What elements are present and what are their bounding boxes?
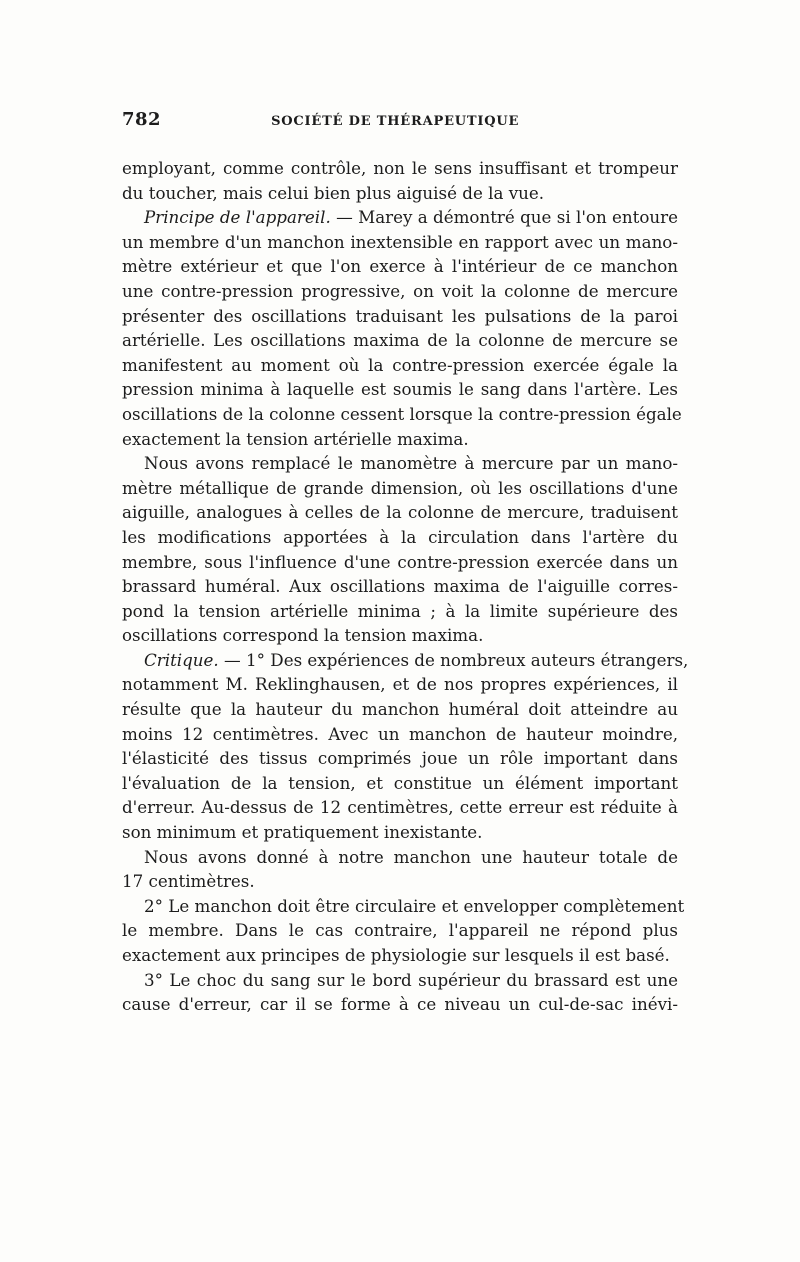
page-number: 782 bbox=[122, 109, 162, 130]
line-text: artérielle. Les oscillations maxima de la colonne de mercure se bbox=[122, 330, 678, 351]
line-text: mètre extérieur et que l'on exerce à l'intérieur de ce manchon bbox=[122, 256, 678, 277]
line-text: du toucher, mais celui bien plus aiguisé de la vue. bbox=[122, 182, 545, 203]
text-line bbox=[122, 820, 678, 845]
text-line bbox=[122, 599, 678, 624]
text-line bbox=[122, 697, 678, 722]
line-text: résulte que la hauteur du manchon huméral doit atteindre au bbox=[122, 699, 678, 720]
text-line bbox=[122, 771, 678, 796]
line-text: membre, sous l'influence d'une contre-pression exercée dans un bbox=[122, 551, 678, 572]
line-text: pond la tension artérielle minima ; à la limite supérieure des bbox=[122, 600, 678, 621]
text-line bbox=[122, 845, 678, 870]
text-line bbox=[122, 992, 678, 1017]
line-text: 3° Le choc du sang sur le bord supérieur du brassard est une bbox=[144, 969, 678, 990]
line-text: moins 12 centimètres. Avec un manchon de hauteur moindre, bbox=[122, 723, 678, 744]
text-line bbox=[122, 500, 678, 525]
text-line bbox=[122, 328, 678, 353]
running-head: SOCIÉTÉ DE THÉRAPEUTIQUE bbox=[271, 114, 520, 129]
text-line bbox=[122, 427, 678, 452]
line-text: une contre-pression progressive, on voit la colonne de mercure bbox=[122, 280, 678, 301]
body-text bbox=[122, 156, 689, 1017]
text-line bbox=[122, 156, 678, 181]
text-line bbox=[122, 623, 678, 648]
text-line bbox=[122, 648, 689, 673]
text-line bbox=[122, 918, 678, 943]
line-text: les modifications apportées à la circulation dans l'artère du bbox=[122, 526, 678, 547]
text-line bbox=[122, 672, 678, 697]
text-line bbox=[122, 402, 682, 427]
text-line bbox=[122, 894, 685, 919]
text-line bbox=[122, 525, 678, 550]
text-line bbox=[122, 795, 678, 820]
line-text: oscillations correspond la tension maxima. bbox=[122, 625, 484, 646]
section-heading: Critique. bbox=[144, 649, 219, 670]
text-line bbox=[122, 230, 678, 255]
section-heading: Principe de l'appareil. bbox=[144, 207, 331, 228]
line-text: oscillations de la colonne cessent lorsque la contre-pression égale bbox=[122, 403, 682, 424]
page-header bbox=[122, 108, 678, 134]
line-text: le membre. Dans le cas contraire, l'appareil ne répond plus bbox=[122, 920, 678, 941]
text-line bbox=[122, 205, 678, 230]
page-text bbox=[122, 108, 689, 1017]
text-line bbox=[122, 353, 678, 378]
line-text: l'élasticité des tissus comprimés joue un rôle important dans bbox=[122, 748, 678, 769]
line-text: 17 centimètres. bbox=[122, 871, 255, 892]
text-line bbox=[122, 254, 678, 279]
line-text: exactement la tension artérielle maxima. bbox=[122, 428, 469, 449]
line-text: l'évaluation de la tension, et constitue un élément important bbox=[122, 772, 678, 793]
line-text: brassard huméral. Aux oscillations maxima de l'aiguille corres- bbox=[122, 576, 678, 597]
line-text: — 1° Des expériences de nombreux auteurs étrangers, bbox=[218, 649, 689, 670]
text-line bbox=[122, 746, 678, 771]
line-text: aiguille, analogues à celles de la colonne de mercure, traduisent bbox=[122, 502, 678, 523]
text-line bbox=[122, 304, 678, 329]
text-line bbox=[122, 451, 678, 476]
line-text: cause d'erreur, car il se forme à ce niveau un cul-de-sac inévi- bbox=[122, 994, 678, 1015]
line-text: 2° Le manchon doit être circulaire et envelopper complètement bbox=[144, 895, 685, 916]
text-line bbox=[122, 476, 678, 501]
line-text: employant, comme contrôle, non le sens insuffisant et trompeur bbox=[122, 158, 678, 178]
line-text: — Marey a démontré que si l'on entoure bbox=[330, 207, 679, 228]
line-text: mètre métallique de grande dimension, où les oscillations d'une bbox=[122, 477, 678, 498]
line-text: son minimum et pratiquement inexistante. bbox=[122, 822, 483, 843]
text-line bbox=[122, 943, 678, 968]
line-text: Nous avons donné à notre manchon une hauteur totale de bbox=[144, 846, 678, 867]
line-text: présenter des oscillations traduisant les pulsations de la paroi bbox=[122, 305, 678, 326]
text-line bbox=[122, 574, 678, 599]
line-text: pression minima à laquelle est soumis le sang dans l'artère. Les bbox=[122, 379, 678, 400]
line-text: Nous avons remplacé le manomètre à mercure par un mano- bbox=[144, 453, 678, 474]
line-text: notamment M. Reklinghausen, et de nos propres expériences, il bbox=[122, 674, 678, 695]
line-text: exactement aux principes de physiologie sur lesquels il est basé. bbox=[122, 945, 670, 965]
text-line bbox=[122, 377, 678, 402]
line-text: manifestent au moment où la contre-pression exercée égale la bbox=[122, 354, 678, 375]
text-line bbox=[122, 181, 678, 206]
text-line bbox=[122, 279, 678, 304]
text-line bbox=[122, 869, 678, 894]
text-line bbox=[122, 722, 678, 747]
line-text: d'erreur. Au-dessus de 12 centimètres, cette erreur est réduite à bbox=[122, 797, 678, 818]
text-line bbox=[122, 550, 678, 575]
line-text: un membre d'un manchon inextensible en rapport avec un mano- bbox=[122, 231, 678, 252]
text-line bbox=[122, 968, 678, 993]
